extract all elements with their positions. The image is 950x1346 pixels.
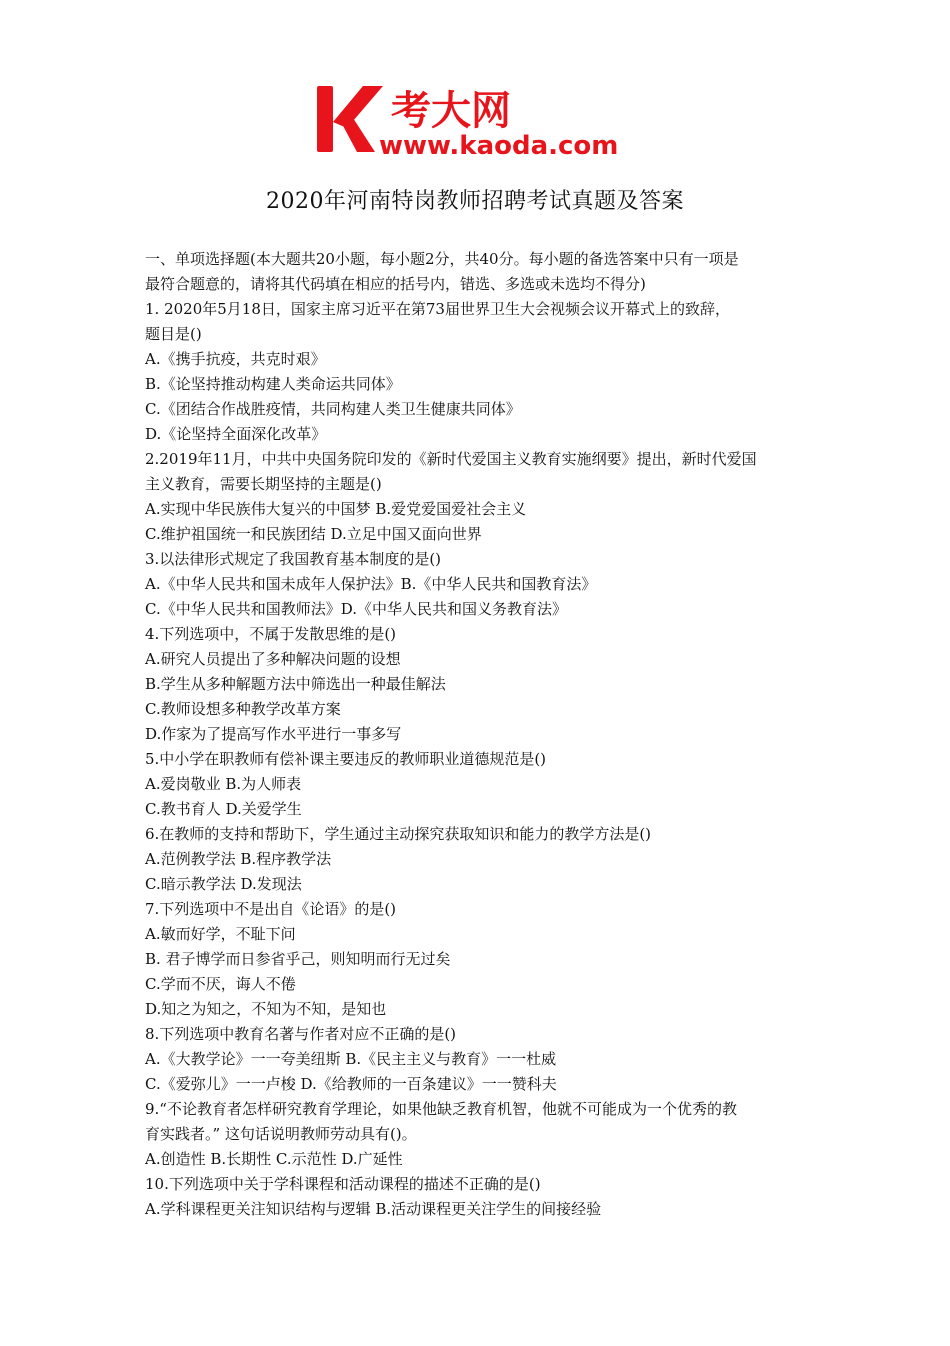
- question-1-line-1: 1. 2020年5月18日，国家主席习近平在第73届世界卫生大会视频会议开幕式上的致辞，: [145, 300, 730, 318]
- question-9-line-2: 育实践者。” 这句话说明教师劳动具有()。: [145, 1125, 417, 1143]
- question-2-options-cd: C.维护祖国统一和民族团结 D.立足中国又面向世界: [145, 525, 482, 543]
- question-5-options-cd: C.教书育人 D.关爱学生: [145, 800, 302, 818]
- question-1-line-2: 题目是(): [145, 325, 202, 343]
- question-4-option-d: D.作家为了提高写作水平进行一事多写: [145, 725, 402, 743]
- question-10-options-ab: A.学科课程更关注知识结构与逻辑 B.活动课程更关注学生的间接经验: [145, 1200, 602, 1218]
- question-1-option-c: C.《团结合作战胜疫情，共同构建人类卫生健康共同体》: [145, 400, 521, 418]
- question-2-line-2: 主义教育，需要长期坚持的主题是(): [145, 475, 382, 493]
- question-2-line-1: 2.2019年11月，中共中央国务院印发的《新时代爱国主义教育实施纲要》提出，新时代爱国: [145, 450, 757, 468]
- question-10-stem: 10.下列选项中关于学科课程和活动课程的描述不正确的是(): [145, 1175, 541, 1193]
- question-3-options-cd: C.《中华人民共和国教师法》D.《中华人民共和国义务教育法》: [145, 600, 567, 618]
- logo-cn-text: 考大网: [391, 88, 511, 134]
- question-5-options-ab: A.爱岗敬业 B.为人师表: [145, 775, 302, 793]
- question-2-options-ab: A.实现中华民族伟大复兴的中国梦 B.爱党爱国爱社会主义: [145, 500, 527, 518]
- question-9-options: A.创造性 B.长期性 C.示范性 D.广延性: [145, 1150, 403, 1168]
- question-6-stem: 6.在教师的支持和帮助下，学生通过主动探究获取知识和能力的教学方法是(): [145, 825, 652, 843]
- question-9-line-1: 9.“不论教育者怎样研究教育学理论，如果他缺乏教育机智，他就不可能成为一个优秀的教: [145, 1100, 737, 1118]
- question-5-stem: 5.中小学在职教师有偿补课主要违反的教师职业道德规范是(): [145, 750, 547, 768]
- question-3-options-ab: A.《中华人民共和国未成年人保护法》B.《中华人民共和国教育法》: [145, 575, 597, 593]
- question-7-option-c: C.学而不厌，诲人不倦: [145, 975, 296, 993]
- question-1-option-d: D.《论坚持全面深化改革》: [145, 425, 327, 443]
- question-1-option-b: B.《论坚持推动构建人类命运共同体》: [145, 375, 401, 393]
- question-3-stem: 3.以法律形式规定了我国教育基本制度的是(): [145, 550, 442, 568]
- question-8-options-cd: C.《爱弥儿》一一卢梭 D.《给教师的一百条建议》一一赞科夫: [145, 1075, 557, 1093]
- logo-graphic: [313, 82, 643, 162]
- question-4-option-c: C.教师设想多种教学改革方案: [145, 700, 341, 718]
- section-heading-line-2: 最符合题意的，请将其代码填在相应的括号内，错选、多选或未选均不得分): [145, 275, 646, 293]
- document-body: [145, 247, 815, 1222]
- question-7-option-d: D.知之为知之，不知为不知，是知也: [145, 1000, 387, 1018]
- question-4-stem: 4.下列选项中，不属于发散思维的是(): [145, 625, 397, 643]
- k-mark-icon: [317, 86, 383, 152]
- document-title: 2020年河南特岗教师招聘考试真题及答案: [266, 189, 684, 214]
- question-8-stem: 8.下列选项中教育名著与作者对应不正确的是(): [145, 1025, 457, 1043]
- kaoda-logo: [313, 82, 643, 162]
- question-4-option-a: A.研究人员提出了多种解决问题的设想: [145, 650, 401, 668]
- question-6-options-cd: C.暗示教学法 D.发现法: [145, 875, 302, 893]
- section-heading-line-1: 一、单项选择题(本大题共20小题，每小题2分，共40分。每小题的备选答案中只有一项是: [145, 250, 739, 268]
- logo-url-text: www.kaoda.com: [379, 131, 619, 161]
- question-7-stem: 7.下列选项中不是出自《论语》的是(): [145, 900, 397, 918]
- question-8-options-ab: A.《大教学论》一一夸美纽斯 B.《民主主义与教育》一一杜威: [145, 1050, 557, 1068]
- question-1-option-a: A.《携手抗疫，共克时艰》: [145, 350, 326, 368]
- question-4-option-b: B.学生从多种解题方法中筛选出一种最佳解法: [145, 675, 446, 693]
- question-7-option-b: B. 君子博学而日参省乎己，则知明而行无过矣: [145, 950, 451, 968]
- question-7-option-a: A.敏而好学，不耻下问: [145, 925, 296, 943]
- question-6-options-ab: A.范例教学法 B.程序教学法: [145, 850, 332, 868]
